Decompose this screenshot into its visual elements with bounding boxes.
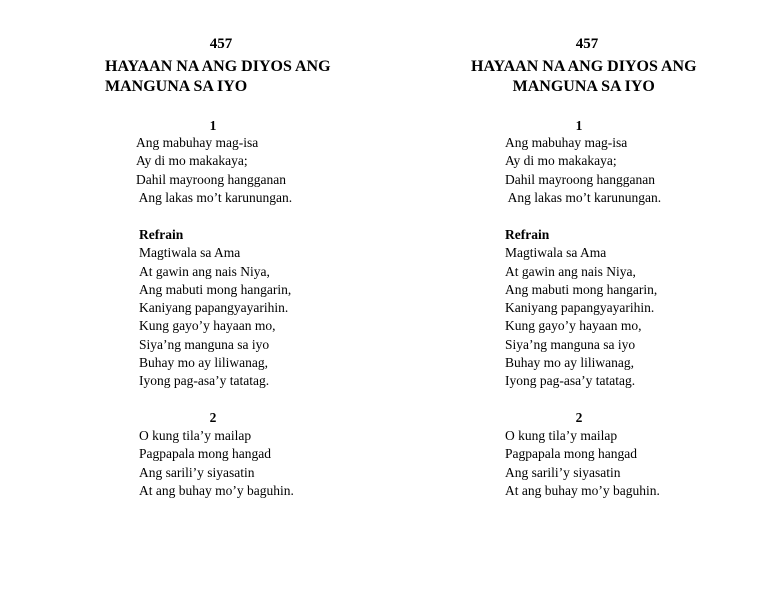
hymn-title-line2: MANGUNA SA IYO [512,78,655,95]
verse-line: Dahil mayroong hangganan [505,171,655,187]
verse-line: Pagpapala mong hangad [139,446,271,462]
verse-number: 1 [575,118,583,133]
hymn-title-line2: MANGUNA SA IYO [105,78,248,95]
verse-line: At ang buhay mo’y baguhin. [505,482,660,498]
verse-line: O kung tila’y mailap [505,428,618,443]
refrain-line: Kaniyang papangyayarihin. [139,300,289,316]
verse-number: 2 [575,410,583,425]
refrain-line: Iyong pag-asa’y tatatag. [505,373,636,389]
refrain-line: Ang mabuti mong hangarin, [139,281,292,297]
verse-1 [505,134,661,207]
refrain [505,226,657,391]
refrain-line: Ang mabuti mong hangarin, [505,281,658,297]
refrain-line: Siya’ng manguna sa iyo [139,336,270,352]
verse-line: Ang mabuhay mag-isa [505,135,628,150]
verse-number: 2 [209,410,217,425]
refrain-line: At gawin ang nais Niya, [505,263,636,279]
refrain-line: Iyong pag-asa’y tatatag. [139,373,270,389]
verse-2 [139,427,294,500]
verse-line: At ang buhay mo’y baguhin. [139,482,294,498]
hymn-title [105,57,331,97]
hymn-title-line1: HAYAAN NA ANG DIYOS ANG [471,58,697,75]
refrain-line: Buhay mo ay liliwanag, [139,355,268,371]
refrain-label: Refrain [505,227,550,242]
refrain-line: Kaniyang papangyayarihin. [505,300,655,316]
verse-line: O kung tila’y mailap [139,428,252,443]
refrain-line: Siya’ng manguna sa iyo [505,336,636,352]
refrain-line: Kung gayo’y hayaan mo, [505,318,642,334]
hymn-number: 457 [575,36,599,52]
refrain-label: Refrain [139,227,184,242]
verse-line: Ang lakas mo’t karunungan. [136,189,293,205]
hymn-number: 457 [209,36,233,52]
verse-line: Ang sarili’y siyasatin [139,464,255,480]
verse-line: Ang sarili’y siyasatin [505,464,621,480]
refrain-line: Kung gayo’y hayaan mo, [139,318,276,334]
hymn-page-right [384,0,768,594]
refrain-line: Magtiwala sa Ama [505,245,607,261]
verse-line: Ang lakas mo’t karunungan. [505,189,662,205]
verse-1 [136,134,292,207]
verse-line: Dahil mayroong hangganan [136,171,286,187]
hymn-title-line1: HAYAAN NA ANG DIYOS ANG [105,58,331,75]
verse-line: Ay di mo makakaya; [136,153,248,169]
refrain [139,226,291,391]
verse-number: 1 [209,118,217,133]
verse-line: Ay di mo makakaya; [505,153,617,169]
hymn-title [471,57,697,97]
verse-line: Pagpapala mong hangad [505,446,637,462]
refrain-line: At gawin ang nais Niya, [139,263,270,279]
verse-line: Ang mabuhay mag-isa [136,135,259,150]
refrain-line: Buhay mo ay liliwanag, [505,355,634,371]
verse-2 [505,427,660,500]
refrain-line: Magtiwala sa Ama [139,245,241,261]
